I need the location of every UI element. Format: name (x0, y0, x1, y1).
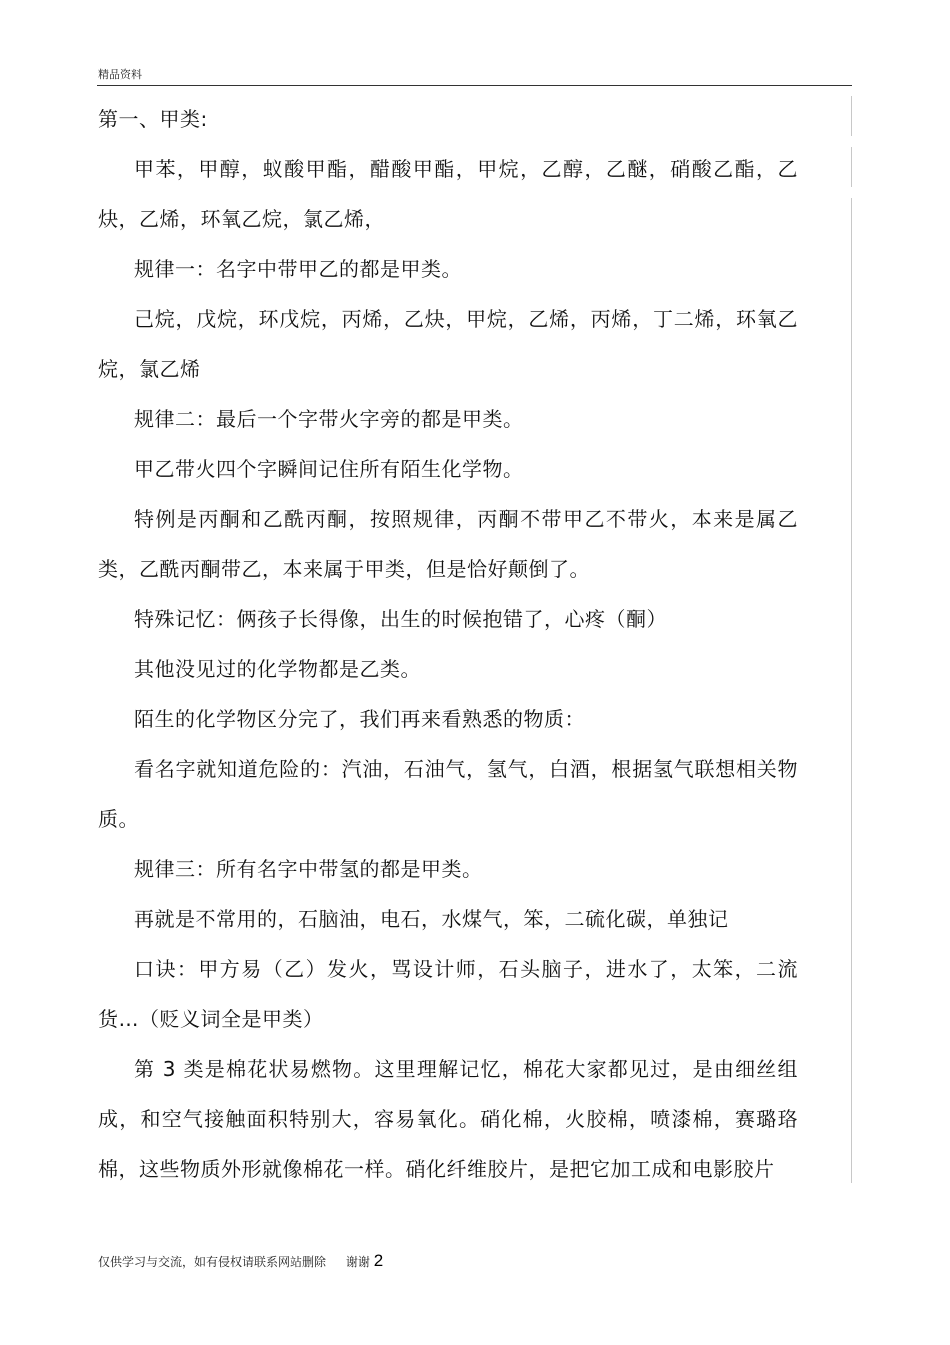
paragraph: 其他没见过的化学物都是乙类。 (134, 657, 421, 681)
page-number: 2 (373, 1251, 384, 1270)
paragraph: 规律三：所有名字中带氢的都是甲类。 (134, 857, 483, 881)
paragraph: 口诀：甲方易（乙）发火，骂设计师，石头脑子，进水了，太笨，二流货…（贬义词全是甲类） (98, 957, 798, 1031)
paragraph: 甲乙带火四个字瞬间记住所有陌生化学物。 (134, 457, 524, 481)
paragraph: 第 3 类是棉花状易燃物。这里理解记忆，棉花大家都见过，是由细丝组成，和空气接触面积特别大，容易氧化。硝化棉，火胶棉，喷漆棉，赛璐珞棉，这些物质外形就像棉花一样。硝化纤维胶片，是把它加工成和电影胶片 (98, 1057, 798, 1181)
paragraph: 陌生的化学物区分完了，我们再来看熟悉的物质： (134, 707, 585, 731)
header-divider (97, 85, 852, 86)
paragraph: 再就是不常用的，石脑油，电石，水煤气，笨，二硫化碳，单独记 (134, 907, 729, 931)
margin-mark (851, 96, 852, 136)
paragraph: 规律二：最后一个字带火字旁的都是甲类。 (134, 407, 524, 431)
section-heading: 第一、甲类: (98, 107, 208, 131)
page-header-label: 精品资料 (98, 68, 142, 81)
paragraph: 特例是丙酮和乙酰丙酮，按照规律，丙酮不带甲乙不带火，本来是属乙类，乙酰丙酮带乙，本来属于甲类，但是恰好颠倒了。 (98, 507, 798, 581)
footer-note: 仅供学习与交流，如有侵权请联系网站删除 (98, 1255, 327, 1269)
margin-mark (851, 147, 852, 187)
paragraph: 己烷，戊烷，环戊烷，丙烯，乙炔，甲烷，乙烯，丙烯，丁二烯，环氧乙烷，氯乙烯 (98, 307, 798, 381)
document-body (98, 94, 798, 1194)
paragraph: 规律一：名字中带甲乙的都是甲类。 (134, 257, 462, 281)
page-footer (98, 1251, 383, 1271)
paragraph: 看名字就知道危险的：汽油，石油气，氢气，白酒，根据氢气联想相关物质。 (98, 757, 798, 831)
paragraph: 甲苯，甲醇，蚁酸甲酯，醋酸甲酯，甲烷，乙醇，乙醚，硝酸乙酯，乙炔，乙烯，环氧乙烷，氯乙烯， (98, 157, 798, 231)
footer-thanks: 谢谢 (345, 1255, 370, 1269)
margin-mark (851, 198, 852, 1183)
paragraph: 特殊记忆：俩孩子长得像，出生的时候抱错了，心疼（酮） (134, 607, 667, 631)
